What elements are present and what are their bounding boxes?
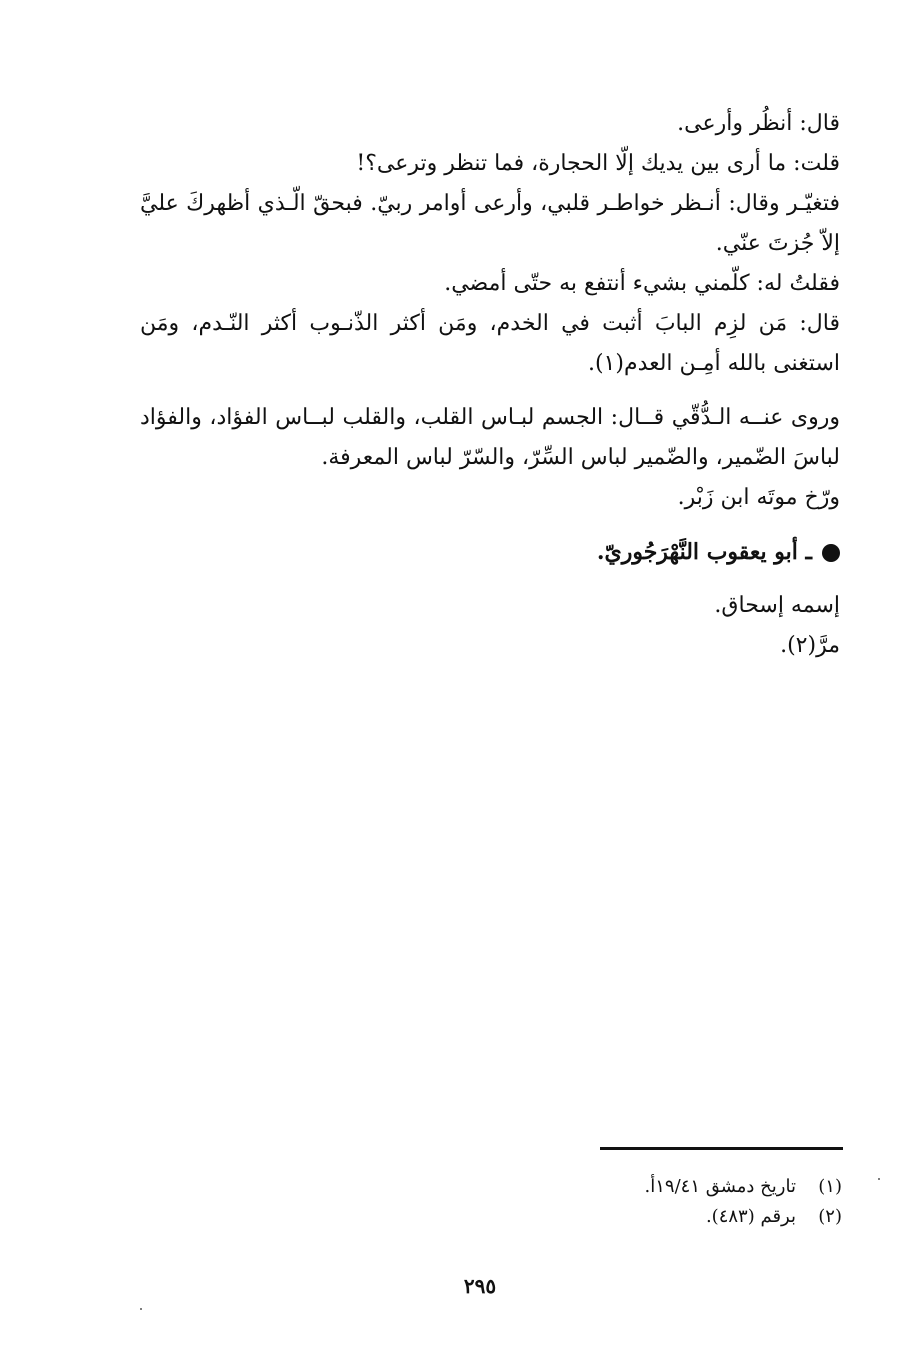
footnote-item: [442, 1202, 842, 1232]
footnote-divider: [600, 1147, 843, 1150]
text-line: ورّخ موتَه ابن زَبْر.: [677, 485, 840, 510]
section-heading: [140, 532, 840, 572]
text-line: فقلتُ له: كلّمني بشيء أنتفع به حتّى أمضي.: [444, 271, 840, 296]
text-line: مرَّ(٢).: [780, 633, 840, 658]
text-line: قال: مَن لزِم البابَ أثبت في الخدم، ومَن أكثر الذّنـوب أكثر النّـدم، ومَن استغنى بالله أمِـن العدم(١).: [140, 311, 840, 376]
text-line: وروى عنــه الـدُّقّي قــال: الجسم لبـاس القلب، والقلب لبــاس الفؤاد، والفؤاد لباسَ الضّمير، والضّمير لباس السِّرّ، والسّرّ لباس المعرفة.: [140, 405, 840, 470]
footnote-text: برقم (٤٨٣).: [705, 1206, 796, 1227]
text-line: فتغيّـر وقال: أنـظر خواطـر قلبي، وأرعى أوامر ربيّ. فبحقّ الّـذي أظهركَ عليَّ إلاّ جُزتَ عنّي.: [140, 191, 840, 256]
text-line: قال: أنظُر وأرعى.: [677, 111, 840, 136]
text-line: قلت: ما أرى بين يديك إلّا الحجارة، فما تنظر وترعى؟!: [356, 151, 840, 176]
text-line: إسمه إسحاق.: [714, 593, 840, 618]
bullet-icon: [822, 544, 840, 562]
footnote-number: (١): [818, 1176, 842, 1197]
scan-speck: [140, 1308, 142, 1310]
main-text: [140, 104, 840, 666]
footnote-item: [442, 1172, 842, 1202]
scan-speck: [878, 1178, 880, 1180]
heading-text: ـ أبو يعقوب النَّهْرَجُوريّ.: [596, 539, 812, 565]
footnotes: [442, 1172, 842, 1232]
page-number: ٢٩٥: [463, 1274, 497, 1298]
footnote-text: تاريخ دمشق ١٩/٤١أ.: [644, 1176, 796, 1197]
footnote-number: (٢): [818, 1206, 842, 1227]
